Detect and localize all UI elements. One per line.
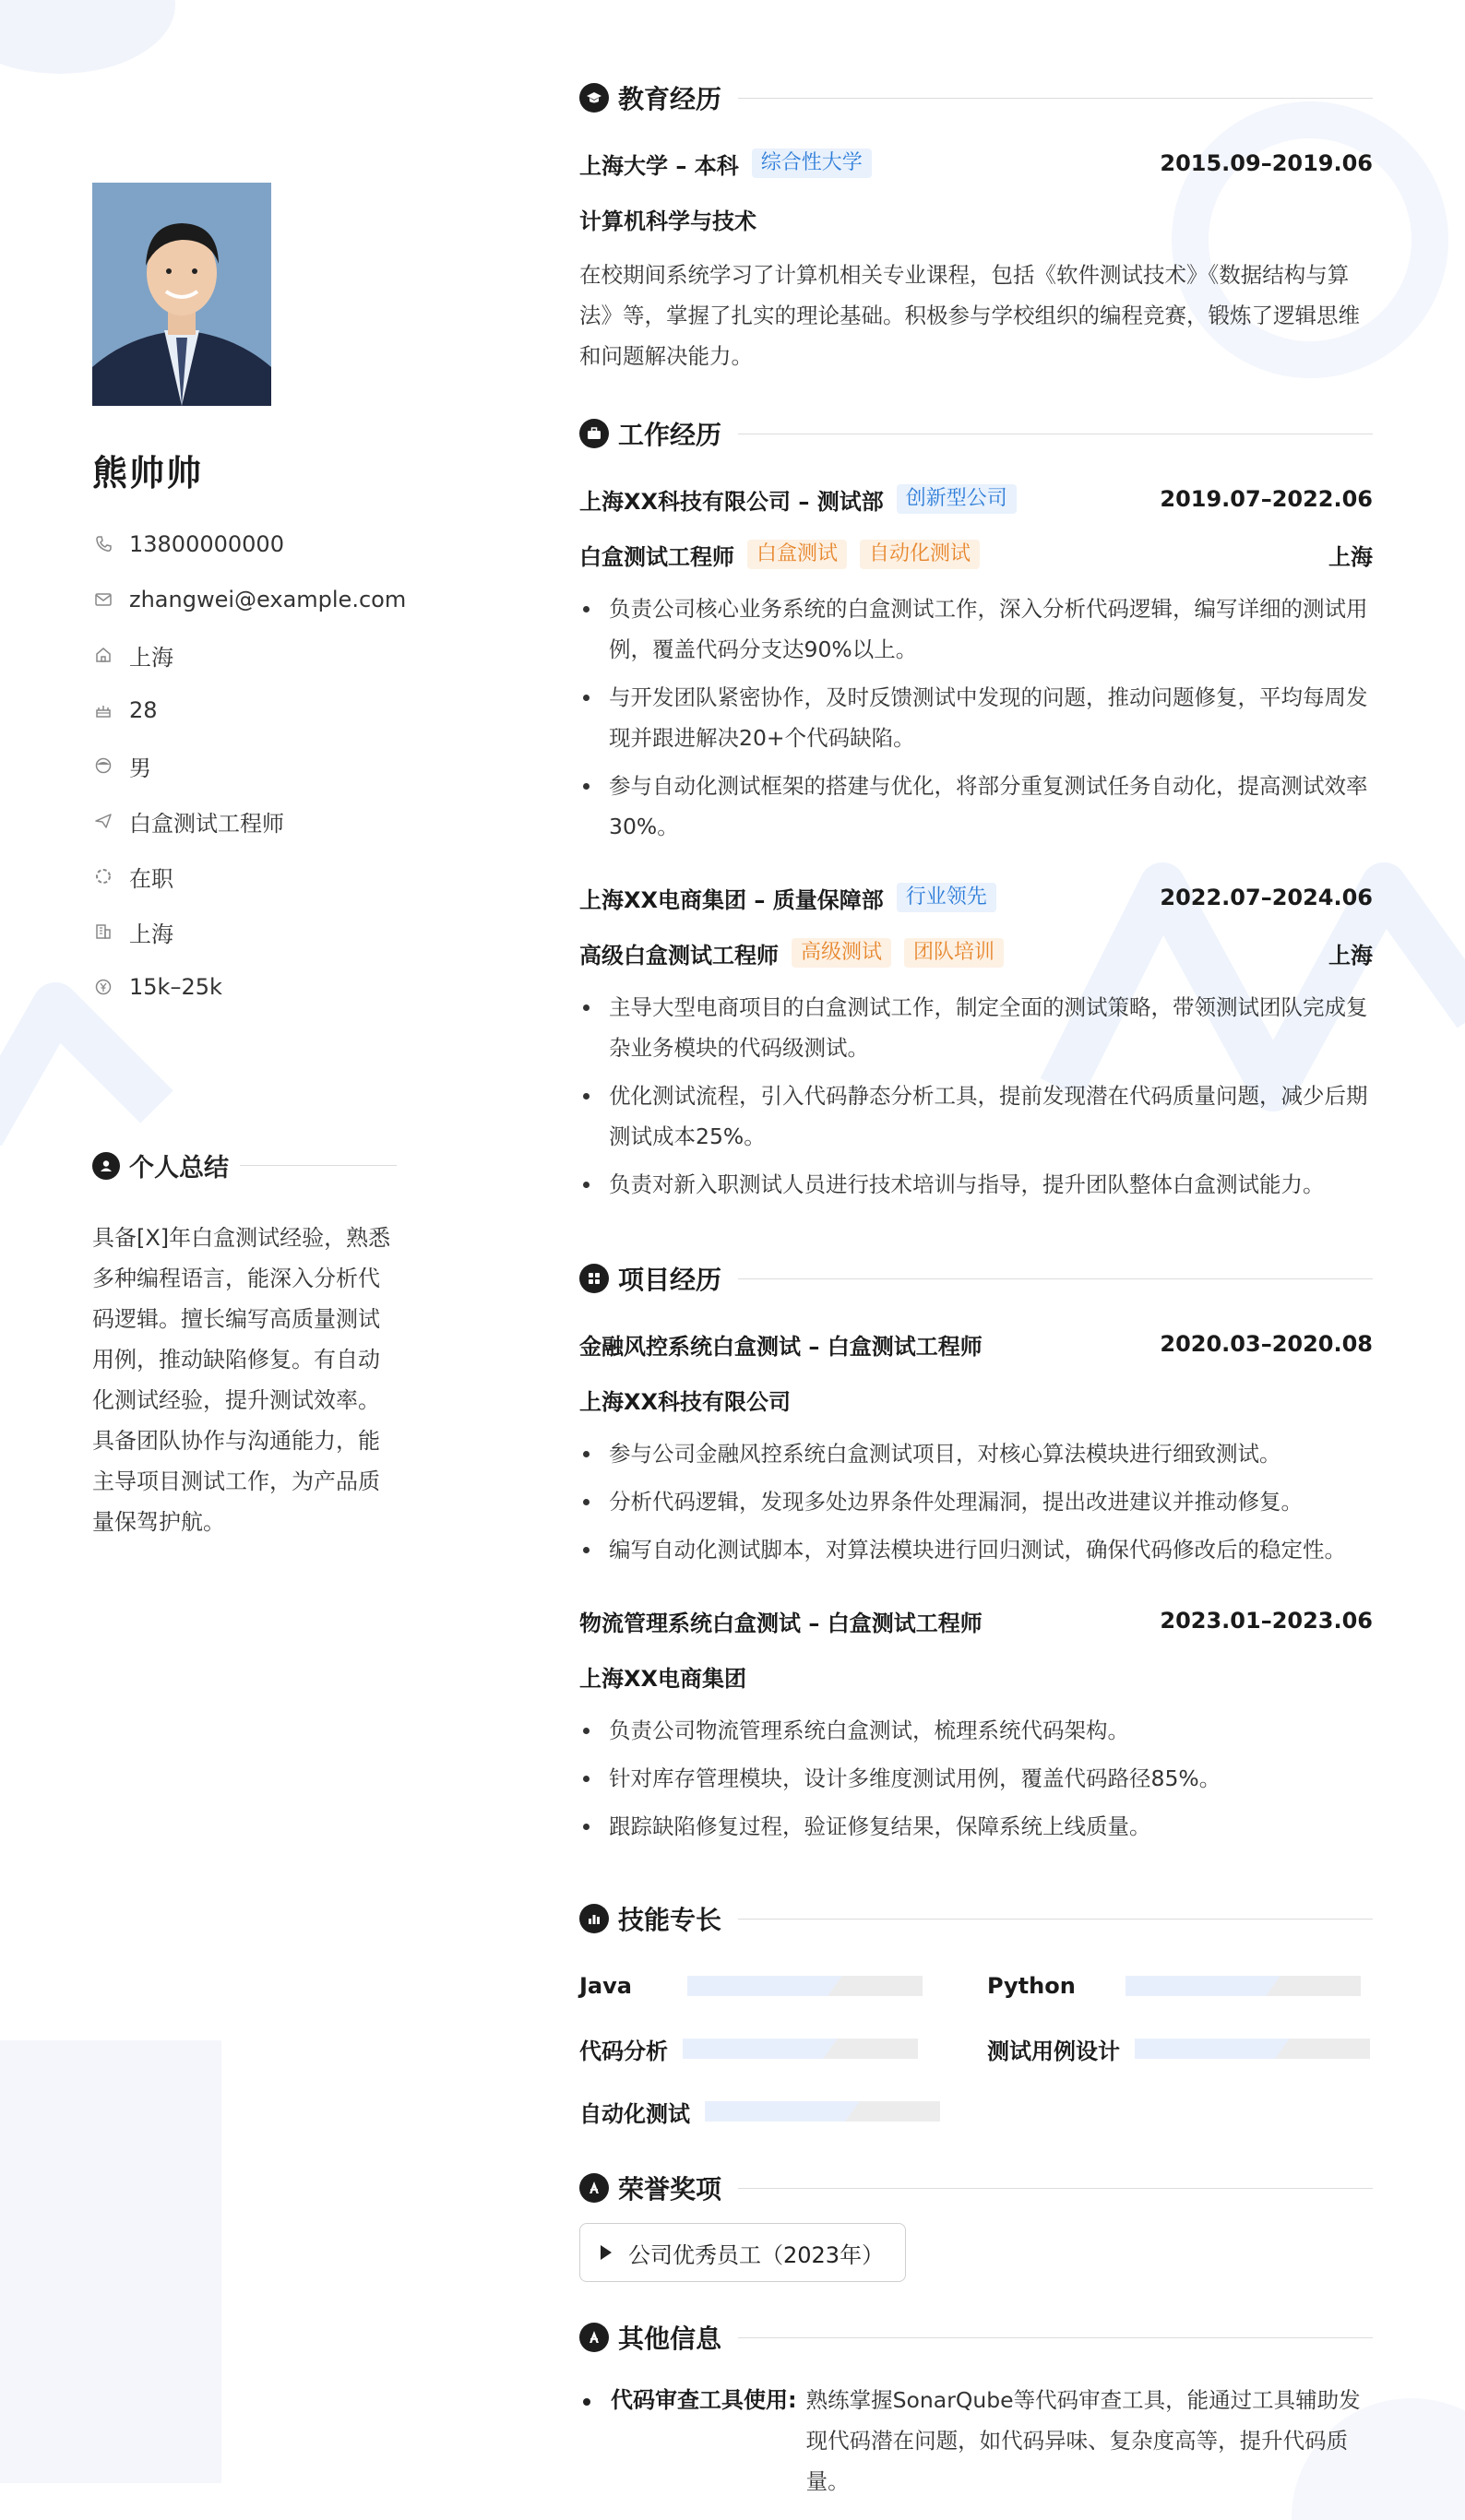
grid-icon — [579, 1264, 609, 1293]
project-2-date: 2023.01–2023.06 — [1160, 1608, 1373, 1634]
phone-icon — [94, 535, 113, 553]
project-2-company-row — [579, 1660, 1373, 1692]
job-1-date: 2019.07–2022.06 — [1160, 486, 1373, 512]
project-1-bullets — [579, 1433, 1373, 1577]
send-icon — [94, 812, 113, 830]
job-2-city: 上海 — [1328, 942, 1373, 969]
info-gender-text: 男 — [129, 755, 151, 781]
list-item: 跟踪缺陷修复过程，验证修复结果，保障系统上线质量。 — [579, 1806, 1373, 1847]
other-key: 代码审查工具使用: — [611, 2387, 797, 2413]
contact-info-list — [92, 517, 407, 1015]
list-item: 优化测试流程，引入代码静态分析工具，提前发现潜在代码质量问题，减少后期测试成本25%。 — [579, 1076, 1373, 1157]
skill-name: Python — [987, 1973, 1076, 1999]
info-location-text: 上海 — [129, 644, 173, 671]
list-item: 负责公司核心业务系统的白盒测试工作，深入分析代码逻辑，编写详细的测试用例，覆盖代码分支达90%以上。 — [579, 588, 1373, 670]
other-item — [579, 2380, 1373, 2502]
job-1-skill-tag: 自动化测试 — [860, 540, 980, 569]
skill-bar — [1135, 2039, 1370, 2059]
job-2-date: 2022.07–2024.06 — [1160, 885, 1373, 910]
info-email-text: zhangwei@example.com — [129, 587, 407, 612]
list-item: 负责对新入职测试人员进行技术培训与指导，提升团队整体白盒测试能力。 — [579, 1164, 1373, 1205]
info-location — [92, 627, 397, 683]
other-divider — [738, 2337, 1373, 2338]
skill-bar — [705, 2101, 940, 2122]
honors-divider — [738, 2188, 1373, 2189]
job-1-role-row — [579, 539, 1373, 570]
project-2-name: 物流管理系统白盒测试 – 白盒测试工程师 — [579, 1610, 983, 1636]
info-salary-text: 15k–25k — [129, 974, 222, 1000]
education-divider — [738, 98, 1373, 99]
skill-bar — [683, 2039, 918, 2059]
bullet-dot — [583, 2398, 590, 2406]
info-icon — [579, 2323, 609, 2352]
mail-icon — [94, 590, 113, 609]
job-2-role-row — [579, 937, 1373, 969]
skills-title: 技能专长 — [618, 1905, 722, 1935]
list-item: 参与自动化测试框架的搭建与优化，将部分重复测试任务自动化，提高测试效率30%。 — [579, 766, 1373, 847]
info-status — [92, 849, 397, 904]
projects-title: 项目经历 — [618, 1265, 722, 1295]
play-icon — [601, 2245, 612, 2260]
award-text: 公司优秀员工（2023年） — [628, 2241, 885, 2268]
project-2-bullets — [579, 1710, 1373, 1854]
work-title: 工作经历 — [618, 420, 722, 450]
award-item[interactable] — [579, 2223, 906, 2282]
skill-item — [579, 1970, 923, 2002]
work-heading — [579, 415, 1373, 452]
project-2-company: 上海XX电商集团 — [579, 1665, 747, 1692]
list-item: 负责公司物流管理系统白盒测试，梳理系统代码架构。 — [579, 1710, 1373, 1751]
cake-icon — [94, 701, 113, 719]
job-2-skill-tag: 高级测试 — [792, 938, 891, 968]
project-1-company: 上海XX科技有限公司 — [579, 1388, 792, 1415]
projects-heading — [579, 1260, 1373, 1297]
skill-bar-fill — [687, 1976, 816, 1996]
education-title: 教育经历 — [618, 84, 722, 114]
skill-bar — [687, 1976, 923, 1996]
job-2-role: 高级白盒测试工程师 — [579, 942, 779, 969]
education-major: 计算机科学与技术 — [579, 208, 756, 234]
list-item: 分析代码逻辑，发现多处边界条件处理漏洞，提出改进建议并推动修复。 — [579, 1481, 1373, 1522]
other-value: 熟练掌握SonarQube等代码审查工具，能通过工具辅助发现代码潜在问题，如代码异味、复杂度高等，提升代码质量。 — [805, 2387, 1361, 2494]
graduation-cap-icon — [579, 83, 609, 113]
info-email — [92, 572, 407, 627]
info-phone-text: 13800000000 — [129, 531, 284, 557]
profile-name: 熊帅帅 — [92, 453, 204, 493]
skill-bar-fill — [1126, 1976, 1255, 1996]
honors-title: 荣誉奖项 — [618, 2174, 722, 2205]
award-icon — [579, 2173, 609, 2203]
summary-heading — [92, 1147, 397, 1183]
job-1-city: 上海 — [1328, 543, 1373, 570]
education-major-row — [579, 203, 1373, 234]
skill-item — [987, 1970, 1361, 2002]
info-status-text: 在职 — [129, 865, 173, 892]
education-school: 上海大学 – 本科 — [579, 152, 739, 179]
education-row — [579, 148, 1373, 179]
projects-divider — [738, 1278, 1373, 1279]
briefcase-icon — [579, 419, 609, 448]
skill-name: 自动化测试 — [579, 2100, 690, 2127]
job-1-role: 白盒测试工程师 — [579, 543, 734, 570]
status-icon — [94, 867, 113, 886]
job-1-company: 上海XX科技有限公司 – 测试部 — [579, 488, 884, 515]
skill-item — [987, 2033, 1370, 2064]
job-2-header — [579, 882, 1373, 913]
list-item: 针对库存管理模块，设计多维度测试用例，覆盖代码路径85%。 — [579, 1758, 1373, 1799]
list-item: 参与公司金融风控系统白盒测试项目，对核心算法模块进行细致测试。 — [579, 1433, 1373, 1474]
job-1-header — [579, 483, 1373, 515]
skill-bar — [1126, 1976, 1361, 1996]
profile-photo — [92, 183, 271, 406]
job-2-bullets — [579, 987, 1373, 1212]
skill-bar-fill — [683, 2039, 812, 2059]
info-position — [92, 793, 397, 849]
education-description: 在校期间系统学习了计算机相关专业课程，包括《软件测试技术》《数据结构与算法》等，掌握了扎实的理论基础。积极参与学校组织的编程竞赛，锻炼了逻辑思维和问题解决能力。 — [579, 262, 1360, 369]
skill-name: 代码分析 — [579, 2038, 668, 2064]
project-1-name: 金融风控系统白盒测试 – 白盒测试工程师 — [579, 1333, 983, 1360]
info-city-text: 上海 — [129, 921, 173, 947]
summary-title: 个人总结 — [129, 1154, 229, 1183]
info-city — [92, 904, 397, 959]
education-date: 2015.09–2019.06 — [1160, 150, 1373, 176]
list-item: 编写自动化测试脚本，对算法模块进行回归测试，确保代码修改后的稳定性。 — [579, 1529, 1373, 1570]
skills-divider — [738, 1919, 1373, 1920]
skills-heading — [579, 1900, 1373, 1937]
skill-bar-fill — [1135, 2039, 1264, 2059]
salary-icon — [94, 978, 113, 996]
project-2-header — [579, 1605, 1373, 1636]
info-salary — [92, 959, 397, 1015]
other-heading — [579, 2319, 1373, 2356]
building-icon — [94, 922, 113, 941]
skill-item — [579, 2096, 940, 2127]
job-2-company-tag: 行业领先 — [897, 883, 996, 912]
gender-icon — [94, 756, 113, 775]
info-age — [92, 683, 397, 738]
info-gender — [92, 738, 397, 793]
info-phone — [92, 517, 397, 572]
project-1-company-row — [579, 1384, 1373, 1415]
job-1-skill-tag: 白盒测试 — [747, 540, 847, 569]
list-item: 主导大型电商项目的白盒测试工作，制定全面的测试策略，带领测试团队完成复杂业务模块的代码级测试。 — [579, 987, 1373, 1068]
skill-bar-fill — [705, 2101, 834, 2122]
education-heading — [579, 79, 1373, 116]
other-title: 其他信息 — [618, 2324, 722, 2354]
info-age-text: 28 — [129, 697, 158, 723]
home-icon — [94, 646, 113, 664]
honors-heading — [579, 2169, 1373, 2206]
education-tag: 综合性大学 — [752, 149, 872, 178]
info-position-text: 白盒测试工程师 — [129, 810, 284, 837]
project-1-header — [579, 1328, 1373, 1360]
skill-name: 测试用例设计 — [987, 2038, 1120, 2064]
skill-item — [579, 2033, 918, 2064]
project-1-date: 2020.03–2020.08 — [1160, 1331, 1373, 1357]
job-1-company-tag: 创新型公司 — [897, 484, 1017, 514]
summary-divider — [240, 1165, 397, 1166]
user-icon — [92, 1152, 120, 1180]
job-1-bullets — [579, 588, 1373, 854]
job-2-skill-tag: 团队培训 — [904, 938, 1004, 968]
skill-name: Java — [579, 1973, 632, 1999]
job-2-company: 上海XX电商集团 – 质量保障部 — [579, 886, 884, 913]
bar-chart-icon — [579, 1904, 609, 1933]
summary-text: 具备[X]年白盒测试经验，熟悉多种编程语言，能深入分析代码逻辑。擅长编写高质量测试用例，推动缺陷修复。有自动化测试经验，提升测试效率。具备团队协作与沟通能力，能主导项目测试工作，为产品质量保驾护航。 — [92, 1225, 391, 1535]
list-item: 与开发团队紧密协作，及时反馈测试中发现的问题，推动问题修复，平均每周发现并跟进解决20+个代码缺陷。 — [579, 677, 1373, 758]
